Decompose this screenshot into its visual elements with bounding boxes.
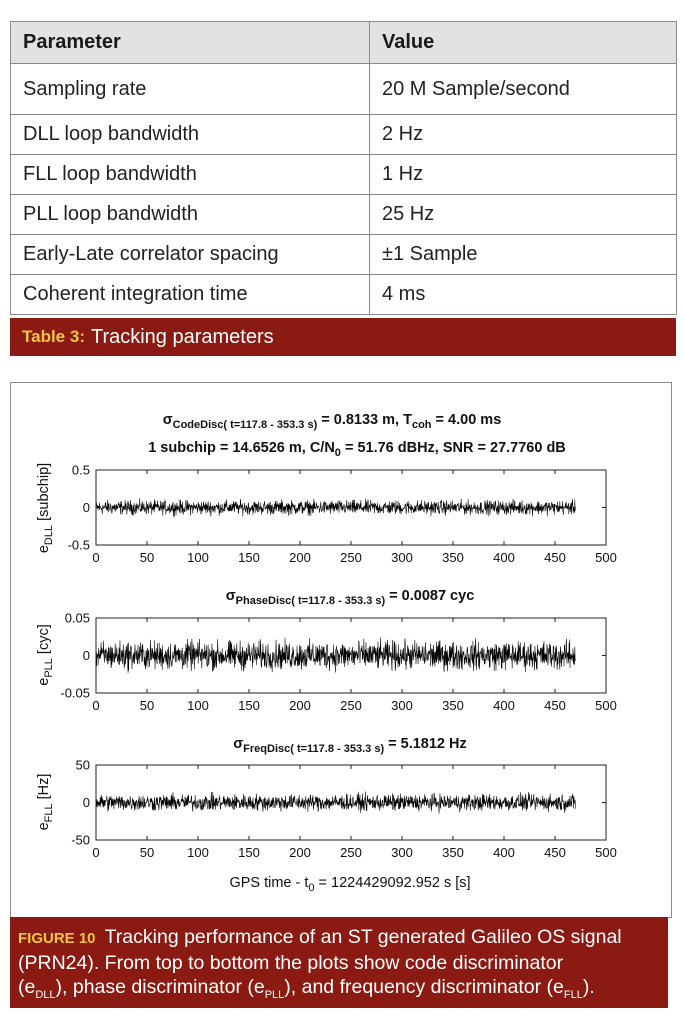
y-tick-label: 0 [82, 795, 90, 810]
table-row [11, 275, 677, 315]
y-tick-label: -0.5 [67, 537, 90, 553]
x-tick-label: 350 [442, 550, 464, 565]
x-tick-label: 200 [289, 550, 311, 565]
y-tick-label: 0 [82, 500, 90, 515]
plot-dll-ylabel: $e_{DLL}$ [subchip] [36, 462, 55, 554]
figure-caption-line3: $(e_{DLL})$, phase discriminator $(e_{PLL})$, and frequency discriminator $(e_{FLL})$. [18, 976, 595, 1001]
x-tick-label: 350 [442, 698, 464, 713]
x-tick-label: 500 [595, 550, 617, 565]
x-tick-label: 100 [187, 698, 209, 713]
parameters-table [10, 21, 677, 315]
discriminator-plots [10, 382, 670, 916]
x-tick-label: 450 [544, 845, 566, 860]
figure-caption [10, 917, 668, 1008]
x-tick-label: 450 [544, 698, 566, 713]
x-tick-label: 250 [340, 698, 362, 713]
table-row [11, 235, 677, 275]
figure-caption-label: FIGURE 10 [18, 930, 96, 947]
plot-dll-title-line2: 1 subchip = 14.6526 m, $C/N_0 = 51.76$ dBHz, SNR = 27.7760 dB [148, 440, 566, 459]
plot-dll [36, 412, 617, 565]
x-tick-label: 300 [391, 845, 413, 860]
x-tick-label: 50 [139, 698, 155, 713]
x-tick-label: 100 [187, 845, 209, 860]
x-tick-label: 100 [187, 550, 209, 565]
header-value: Value [370, 22, 677, 64]
x-tick-label: 300 [391, 698, 413, 713]
cell-parameter: Early-Late correlator spacing [11, 235, 370, 275]
cell-parameter: Coherent integration time [11, 275, 370, 315]
x-tick-label: 400 [493, 550, 515, 565]
cell-parameter: DLL loop bandwidth [11, 115, 370, 155]
x-tick-label: 200 [289, 698, 311, 713]
plot-dll-title-line1: $\sigma_{CodeDisc( t=117.8 - 353.3 s)} = 0.8133$ m, $T_{coh} = 4.00$ ms [162, 412, 502, 431]
plot-fll-title: $\sigma_{FreqDisc( t=117.8 - 353.3 s)} = 5.1812$ Hz [233, 736, 467, 755]
table-row [11, 155, 677, 195]
x-tick-label: 150 [238, 698, 260, 713]
cell-parameter: PLL loop bandwidth [11, 195, 370, 235]
x-tick-label: 0 [92, 698, 100, 713]
x-tick-label: 300 [391, 550, 413, 565]
plot-fll-xtick-labels [92, 845, 616, 860]
x-tick-label: 450 [544, 550, 566, 565]
figure-caption-line1: Tracking performance of an ST generated Galileo OS signal [104, 926, 622, 948]
plot-dll-xtick-labels [92, 550, 616, 565]
x-tick-label: 0 [92, 845, 100, 860]
cell-value: 1 Hz [370, 155, 677, 195]
cell-parameter: Sampling rate [11, 64, 370, 115]
table-caption [10, 318, 676, 356]
table-row [11, 195, 677, 235]
y-tick-label: 50 [75, 757, 90, 773]
table-caption-text: Tracking parameters [90, 325, 274, 348]
y-tick-label: -50 [71, 832, 90, 848]
x-tick-label: 500 [595, 845, 617, 860]
plot-pll-ylabel: $e_{PLL}$ [cyc] [36, 624, 55, 686]
y-tick-label: 0.5 [71, 462, 90, 478]
plot-pll-title: $\sigma_{PhaseDisc( t=117.8 - 353.3 s)} = 0.0087$ cyc [225, 588, 475, 607]
x-tick-label: 250 [340, 550, 362, 565]
table-header-row [11, 22, 677, 64]
figure-caption-line2: (PRN24). From top to bottom the plots show code discriminator [18, 952, 564, 974]
cell-parameter: FLL loop bandwidth [11, 155, 370, 195]
x-tick-label: 0 [92, 550, 100, 565]
x-tick-label: 350 [442, 845, 464, 860]
plot-fll-ylabel: $e_{FLL}$ [Hz] [36, 773, 55, 831]
x-tick-label: 250 [340, 845, 362, 860]
x-tick-label: 150 [238, 550, 260, 565]
cell-value: 2 Hz [370, 115, 677, 155]
y-tick-label: -0.05 [60, 685, 90, 701]
table-row [11, 115, 677, 155]
table-row [11, 64, 677, 115]
x-tick-label: 400 [493, 845, 515, 860]
plot-fll-ytick-labels [71, 758, 90, 848]
y-tick-label: 0.05 [64, 610, 90, 626]
x-tick-label: 50 [139, 550, 155, 565]
plot-fll-xlabel: GPS time - $t_0 = 1224429092.952$ s [s] [229, 875, 471, 894]
plot-pll [36, 588, 617, 713]
cell-value: 4 ms [370, 275, 677, 315]
plot-fll [36, 736, 617, 894]
x-tick-label: 50 [139, 845, 155, 860]
plot-pll-xtick-labels [92, 698, 616, 713]
cell-value: ±1 Sample [370, 235, 677, 275]
table-caption-label: Table 3: [22, 327, 85, 346]
plot-dll-ytick-labels [68, 463, 90, 553]
x-tick-label: 500 [595, 698, 617, 713]
x-tick-label: 400 [493, 698, 515, 713]
header-parameter: Parameter [11, 22, 370, 64]
plot-pll-ytick-labels [60, 611, 90, 701]
cell-value: 25 Hz [370, 195, 677, 235]
cell-value: 20 M Sample/second [370, 64, 677, 115]
x-tick-label: 200 [289, 845, 311, 860]
y-tick-label: 0 [82, 648, 90, 663]
x-tick-label: 150 [238, 845, 260, 860]
